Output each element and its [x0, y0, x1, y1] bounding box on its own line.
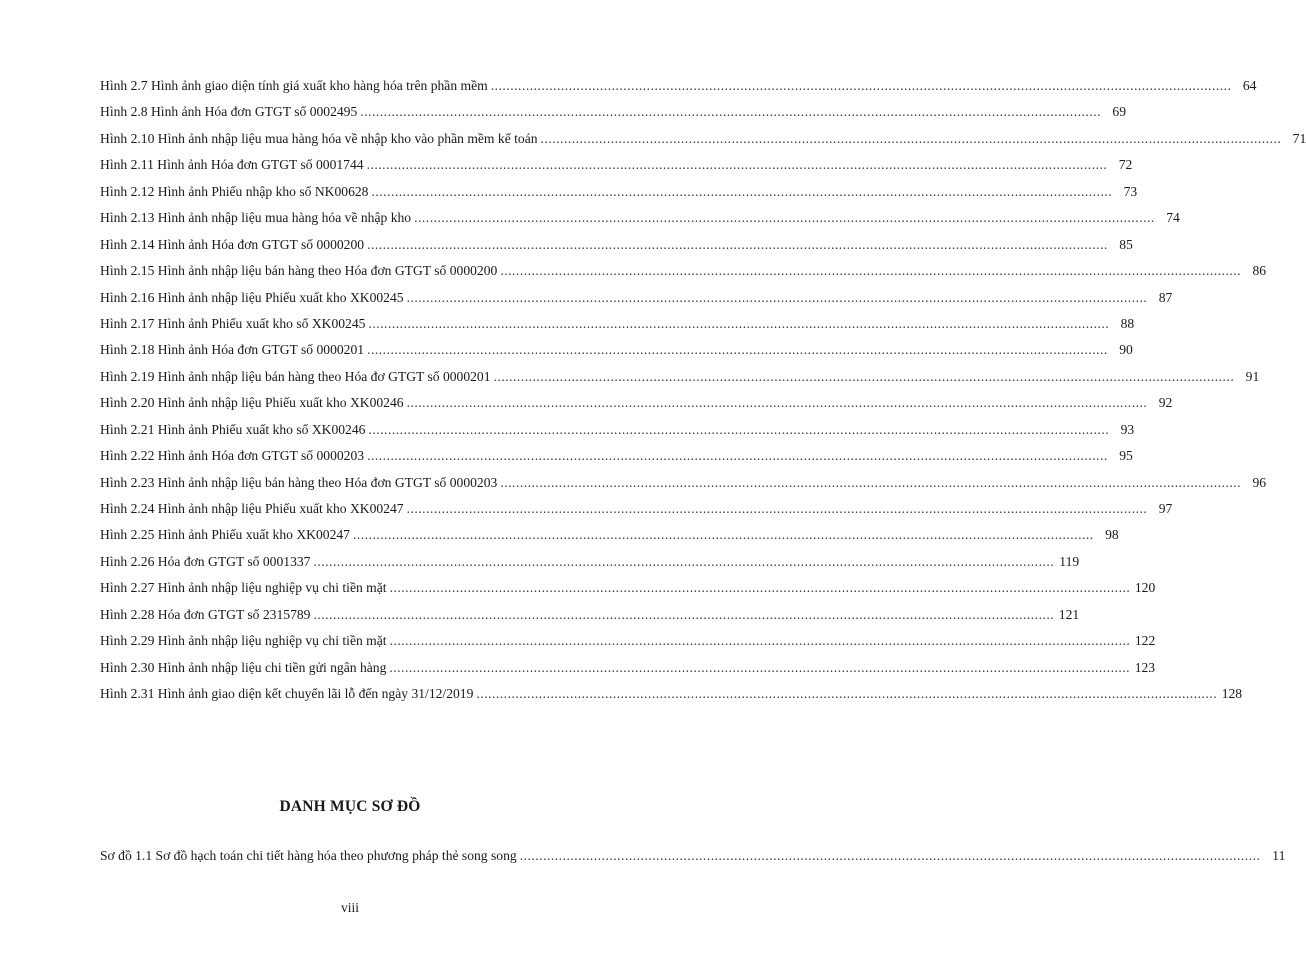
toc-entry-label: Hình 2.27 Hình ảnh nhập liệu nghiệp vụ chi tiền mặt [100, 580, 387, 596]
toc-entry-label: Hình 2.14 Hình ảnh Hóa đơn GTGT số 0000200 [100, 236, 365, 252]
toc-entry [100, 236, 1133, 263]
dot-leader [407, 501, 1148, 517]
toc-entry [100, 210, 1180, 236]
dot-leader [367, 157, 1108, 173]
toc-entry-label: Hình 2.8 Hình ảnh Hóa đơn GTGT số 0002495 [100, 104, 358, 120]
page-number: viii [340, 900, 359, 915]
toc-entry [100, 686, 1243, 712]
toc-entry-label: Hình 2.19 Hình ảnh nhập liệu bán hàng theo Hóa đơ GTGT số 0000201 [100, 368, 491, 384]
toc-entry [100, 342, 1133, 368]
dot-leader [390, 633, 1131, 649]
dot-leader [491, 78, 1232, 94]
toc-entry [100, 104, 1126, 130]
toc-entry [100, 395, 1173, 421]
toc-entry [100, 474, 1267, 501]
toc-entry [100, 501, 1173, 527]
toc-entry-label: Hình 2.16 Hình ảnh nhập liệu Phiếu xuất kho XK00245 [100, 289, 404, 305]
toc-entry [100, 183, 1138, 210]
toc-entry [100, 580, 1156, 606]
toc-entry-page: 96 [1252, 474, 1267, 490]
toc-entry-page: 92 [1158, 395, 1173, 411]
toc-entry [100, 263, 1267, 289]
dot-leader [407, 395, 1148, 411]
toc-entry-page: 87 [1158, 289, 1173, 305]
toc-entry [100, 157, 1133, 183]
toc-entry-page: 73 [1123, 183, 1138, 199]
toc-entry-page: 95 [1119, 448, 1133, 464]
diagram-list-heading: DANH MỤC SƠ ĐỒ [279, 798, 421, 815]
toc-entry-label: Hình 2.29 Hình ảnh nhập liệu nghiệp vụ chi tiền mặt [100, 633, 387, 649]
toc-entry-page: 64 [1242, 78, 1257, 93]
toc-entry-page: 11 [1272, 848, 1286, 863]
toc-entry-page: 97 [1158, 501, 1173, 516]
toc-entry-page: 90 [1119, 342, 1133, 358]
toc-entry-label: Hình 2.11 Hình ảnh Hóa đơn GTGT số 0001744 [100, 157, 364, 173]
dot-leader [494, 369, 1235, 385]
toc-entry-page: 85 [1119, 236, 1133, 252]
dot-leader [389, 660, 1130, 676]
toc-entry-label: Hình 2.7 Hình ảnh giao diện tính giá xuất kho hàng hóa trên phần mềm [100, 78, 488, 93]
toc-entry-label: Hình 2.10 Hình ảnh nhập liệu mua hàng hóa về nhập kho vào phần mềm kế toán [100, 130, 538, 146]
dot-leader [371, 184, 1112, 200]
toc-entry-page: 93 [1120, 421, 1135, 437]
toc-entry-page: 98 [1105, 527, 1119, 543]
toc-entry [100, 315, 1135, 342]
toc-entry-label: Hình 2.18 Hình ảnh Hóa đơn GTGT số 0000201 [100, 342, 365, 358]
toc-entry [100, 421, 1135, 448]
toc-entry [100, 848, 1286, 874]
toc-entry-page: 69 [1112, 104, 1126, 120]
toc-entry [100, 368, 1260, 395]
toc-entry [100, 130, 1306, 157]
toc-entry-page: 119 [1059, 553, 1080, 569]
toc-entry [100, 289, 1173, 316]
dot-leader [500, 475, 1241, 491]
toc-entry-page: 71 [1292, 130, 1306, 146]
toc-entry-label: Hình 2.24 Hình ảnh nhập liệu Phiếu xuất kho XK00247 [100, 501, 404, 516]
toc-entry-label: Hình 2.13 Hình ảnh nhập liệu mua hàng hóa về nhập kho [100, 210, 412, 226]
toc-entry-page: 122 [1134, 633, 1156, 649]
toc-entry-label: Hình 2.30 Hình ảnh nhập liệu chi tiền gửi ngân hàng [100, 659, 387, 675]
toc-entry [100, 527, 1119, 553]
dot-leader [390, 580, 1131, 596]
toc-entry-page: 86 [1252, 263, 1267, 279]
dot-leader [353, 527, 1094, 543]
toc-entry-page: 74 [1166, 210, 1180, 226]
dot-leader [368, 316, 1109, 332]
toc-entry-label: Hình 2.17 Hình ảnh Phiếu xuất kho số XK00245 [100, 315, 366, 331]
toc-entry-label: Hình 2.23 Hình ảnh nhập liệu bán hàng theo Hóa đơn GTGT số 0000203 [100, 474, 498, 490]
toc-entry-page: 123 [1134, 659, 1156, 675]
toc-entry [100, 448, 1133, 474]
toc-entry [100, 78, 1257, 104]
dot-leader [313, 607, 1054, 623]
toc-entry-page: 88 [1120, 315, 1135, 331]
dot-leader [313, 554, 1054, 570]
toc-entry-page: 128 [1221, 686, 1243, 702]
toc-entry-label: Sơ đồ 1.1 Sơ đồ hạch toán chi tiết hàng hóa theo phương pháp thẻ song song [100, 848, 517, 863]
dot-leader [407, 290, 1148, 306]
diagram-list [100, 848, 1286, 874]
dot-leader [367, 342, 1108, 358]
toc-entry [100, 633, 1156, 659]
toc-entry-label: Hình 2.12 Hình ảnh Phiếu nhập kho số NK00628 [100, 183, 369, 199]
toc-entry [100, 659, 1156, 686]
toc-entry-label: Hình 2.20 Hình ảnh nhập liệu Phiếu xuất kho XK00246 [100, 395, 404, 411]
dot-leader [476, 686, 1217, 702]
toc-entry-label: Hình 2.15 Hình ảnh nhập liệu bán hàng theo Hóa đơn GTGT số 0000200 [100, 263, 498, 279]
dot-leader [414, 210, 1155, 226]
toc-entry-page: 121 [1058, 606, 1080, 622]
toc-entry-label: Hình 2.31 Hình ảnh giao diện kết chuyển lãi lỗ đến ngày 31/12/2019 [100, 686, 474, 702]
dot-leader [367, 448, 1108, 464]
figure-list [100, 78, 1306, 713]
toc-entry-page: 72 [1118, 157, 1133, 173]
toc-entry-label: Hình 2.28 Hóa đơn GTGT số 2315789 [100, 606, 311, 622]
dot-leader [367, 237, 1108, 253]
toc-entry-label: Hình 2.26 Hóa đơn GTGT số 0001337 [100, 553, 311, 569]
toc-entry [100, 606, 1080, 633]
toc-entry-page: 120 [1134, 580, 1156, 596]
dot-leader [360, 104, 1101, 120]
dot-leader [541, 131, 1282, 147]
toc-entry-label: Hình 2.22 Hình ảnh Hóa đơn GTGT số 0000203 [100, 448, 365, 464]
dot-leader [500, 263, 1241, 279]
toc-entry-label: Hình 2.21 Hình ảnh Phiếu xuất kho số XK00246 [100, 421, 366, 437]
toc-entry-label: Hình 2.25 Hình ảnh Phiếu xuất kho XK00247 [100, 527, 350, 543]
dot-leader [368, 422, 1109, 438]
toc-entry-page: 91 [1245, 368, 1260, 384]
dot-leader [520, 848, 1261, 864]
toc-entry [100, 553, 1080, 580]
